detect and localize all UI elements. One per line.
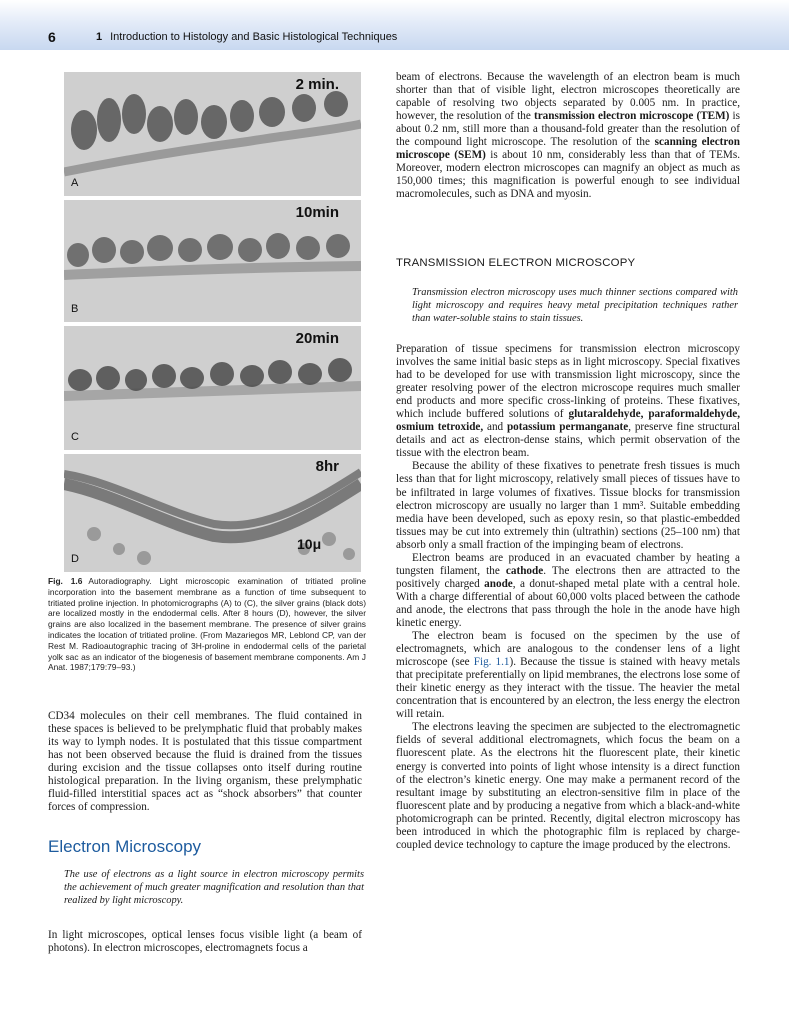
text-run: is about 10 nm, considerably less than that of TEMs. Moreover, modern electron microscopes can magnify an object as much as 150,000 times; this magnification is powerful enough to see individual macromolecules, such as DNA and myosin. xyxy=(396,149,741,201)
text-run: . The electrons then are attracted to the positively charged xyxy=(396,564,740,590)
right-column-text-top xyxy=(396,71,740,201)
paragraph xyxy=(396,630,740,721)
panel-c-letter: C xyxy=(71,431,79,443)
text-run: ). Because the tissue is stained with heavy metals that precipitate preferentially on lipid membranes, the electrons lose some of their kinetic energy as they interact with the tissue. The heavier the metal concentration that is encountered by an electron, the less energy the electron will retain. xyxy=(396,656,740,721)
panel-c-time: 20min xyxy=(295,330,339,347)
paragraph xyxy=(396,71,740,201)
abstract-text: Transmission electron microscopy uses much thinner sections compared with light microscopy and requires heavy metal precipitation techniques rather than water-soluble stains to stain tissues. xyxy=(412,287,738,324)
micrograph-panel-b xyxy=(64,200,361,322)
text-run: and xyxy=(483,421,507,434)
subsection-heading: TRANSMISSION ELECTRON MICROSCOPY xyxy=(396,257,636,269)
running-header xyxy=(0,0,789,50)
page-number: 6 xyxy=(48,29,56,45)
text-run: The electron beam is focused on the specimen by the use of electromagnets, which are analogous to the condenser lens of a light microscope (see xyxy=(396,630,740,669)
paragraph: CD34 molecules on their cell membranes. The fluid contained in these spaces is believed to be prelymphatic fluid that probably makes its way to lymph nodes. It is postulated that this tissue compartment has not been observed because the fluid is drained from the tissues during excision and the tissue collapses onto itself during routine histological preparation. In the living organism, these prelymphatic fluid-filled interstitial spaces act as “shock absorbers” that counter forces of compression. xyxy=(48,710,362,814)
text-run: Preparation of tissue specimens for transmission electron microscopy involves the same initial basic steps as in light microscopy. Special fixatives had to be developed for use with transmission light microscopy, since the greater resolving power of the electron microscope requires much smaller end products and more specific cross-linking of proteins. These fixatives, which include buffered solutions of xyxy=(396,343,740,421)
text-run: beam of electrons. Because the wavelength of an electron beam is much shorter than that of visible light, electron microscopes theoretically are capable of resolving two objects separated by 0.005 nm. In practice, however, the resolution of the xyxy=(396,71,740,123)
paragraph: The electrons leaving the specimen are subjected to the electromagnetic fields of several additional electromagnets, which focus the beam on a fluorescent plate. As the electrons hit the fluorescent plate, their kinetic energy is converted into points of light whose intensity is a direct function of the electron’s kinetic energy. One may make a permanent record of the resultant image by substituting an electron-sensitive film in place of the fluorescent plate and by producing a negative from which a black-and-white photomicrograph can be printed. Recently, digital electron microscopy has been introduced in which the photographic film is replaced by charge-coupled device technology to capture the image produced by the electrons. xyxy=(396,721,740,851)
text-run: Electron beams are produced in an evacuated chamber by heating a tungsten filament, the xyxy=(396,551,740,577)
term-cathode: cathode xyxy=(505,564,544,577)
chapter-heading xyxy=(96,31,397,43)
figure-caption xyxy=(48,576,366,673)
micrograph-panel-d xyxy=(64,454,361,572)
panel-a-time: 2 min. xyxy=(295,76,339,93)
panel-a-letter: A xyxy=(71,177,79,189)
section-heading: Electron Microscopy xyxy=(48,837,202,856)
panel-b-letter: B xyxy=(71,303,79,315)
micrograph-panel-c xyxy=(64,326,361,450)
micrograph-panel-a xyxy=(64,72,361,196)
term-fixatives: glutaraldehyde, paraformaldehyde, osmium tetroxide, xyxy=(396,408,740,434)
figure-caption-text: Autoradiography. Light microscopic examination of tritiated proline incorporation into the basement membrane as a function of time subsequent to tritiated proline injection. In photomicrographs (A) to (C), the silver grains (black dots) are localized mostly in the endodermal cells. After 8 hours (D), however, the silver grains are also localized in the basement membrane. The presence of silver grains indicates the location of tritiated proline. (From Mazariegos MR, Leblond CP, van der Rest M. Radioautographic tracing of 3H-proline in endodermal cells of the parietal yolk sac as an indicator of the biogenesis of basement membrane components. Am J Anat. 1987;179:79–93.) xyxy=(48,576,367,673)
paragraph: In light microscopes, optical lenses focus visible light (a beam of photons). In electron microscopes, electromagnets focus a xyxy=(48,929,362,955)
left-column-text-bottom xyxy=(48,929,362,955)
text-run: is about 0.2 nm, still more than a thousand-fold greater than the resolution of the compound light microscope. The resolution of the xyxy=(396,110,741,149)
panel-d-letter: D xyxy=(71,553,79,565)
figure-label: Fig. 1.6 xyxy=(48,576,83,586)
panel-d-time: 8hr xyxy=(315,458,339,475)
panel-b-time: 10min xyxy=(295,204,339,221)
term-potassium-permanganate: potassium permanganate xyxy=(506,421,629,434)
chapter-title: Introduction to Histology and Basic Histological Techniques xyxy=(110,31,398,43)
section-abstract xyxy=(64,868,364,907)
paragraph xyxy=(396,552,740,630)
subsection-abstract xyxy=(412,286,738,325)
right-column-text-main xyxy=(396,343,740,852)
text-run: , a donut-shaped metal plate with a central hole. With a charge differential of about 60,000 volts placed between the cathode and anode, the electrons that pass through the hole in the anode have high kinetic energy. xyxy=(396,577,740,629)
paragraph: Because the ability of these fixatives to penetrate fresh tissues is much less than that for light microscopy, relatively small pieces of tissues have to be infiltrated in large volumes of fixatives. Tissue blocks for transmission electron microscopy are usually no larger than 1 mm³. Suitable embedding media have been developed, such as epoxy resin, so that plastic-embedded tissues may be cut into extremely thin (ultrathin) sections (25–100 nm) that absorb only a small fraction of the impinging beam of electrons. xyxy=(396,460,740,551)
figure-link[interactable]: Fig. 1.1 xyxy=(473,656,510,669)
chapter-number: 1 xyxy=(96,31,103,43)
scale-bar-label: 10μ xyxy=(297,536,322,552)
term-sem: scanning electron microscope (SEM) xyxy=(396,136,740,162)
abstract-text: The use of electrons as a light source in electron microscopy permits the achievement of much greater magnification and resolution than that realized by light microscopy. xyxy=(64,869,364,906)
term-tem: transmission electron microscope (TEM) xyxy=(533,110,730,123)
left-column-text xyxy=(48,710,362,814)
text-run: , preserve fine structural details and act as electron-dense stains, which permit observation of the tissue with the electron beam. xyxy=(396,421,740,460)
paragraph xyxy=(396,343,740,460)
term-anode: anode xyxy=(484,577,513,590)
